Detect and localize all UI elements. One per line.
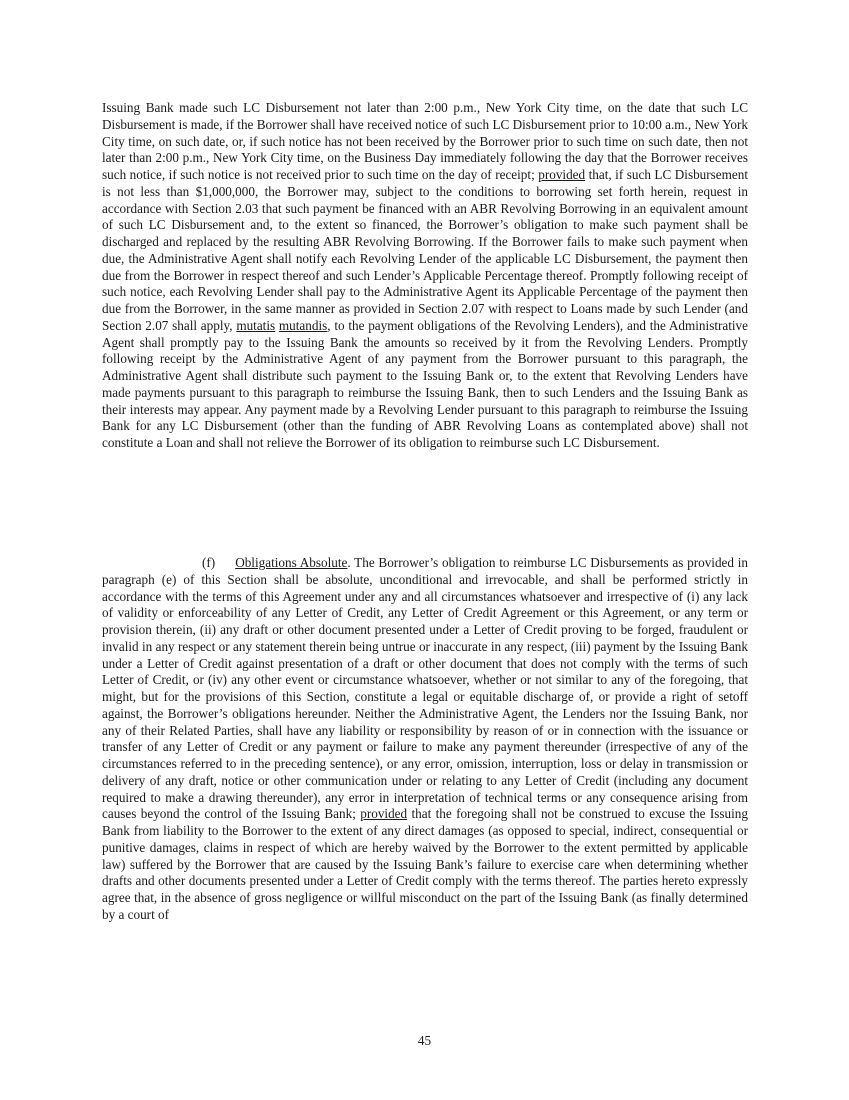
- mutatis-term: mutatis: [236, 317, 276, 333]
- paragraph-e-part2: that, if such LC Disbursement is not less than $1,000,000, the Borrower may, subject to the conditions to borrowing set forth herein, request in accordance with Section 2.03 that such payment be financed with an ABR Revolving Borrowing in an equivalent amount of such LC Disbursement and, to the extent so financed, the Borrower’s obligation to make such payment shall be discharged and replaced by the resulting ABR Revolving Borrowing. If the Borrower fails to make such payment when due, the Administrative Agent shall notify each Revolving Lender of the applicable LC Disbursement, the payment then due from the Borrower in respect thereof and such Lender’s Applicable Percentage thereof. Promptly following receipt of such notice, each Revolving Lender shall pay to the Administrative Agent its Applicable Percentage of the payment then due from the Borrower, in the same manner as provided in Section 2.07 with respect to Loans made by such Lender (and Section 2.07 shall apply,: [102, 167, 749, 333]
- paragraph-f-number: (f): [202, 555, 216, 570]
- paragraph-e-continuation: [102, 100, 748, 452]
- paragraph-f-part2: that the foregoing shall not be construed to excuse the Issuing Bank from liability to the Borrower to the extent of any direct damages (as opposed to special, indirect, consequential or punitive damages, claims in respect of which are hereby waived by the Borrower to the extent permitted by applicable law) suffered by the Borrower that are caused by the Issuing Bank’s failure to exercise care when determining whether drafts and other documents presented under a Letter of Credit comply with the terms thereof. The parties hereto expressly agree that, in the absence of gross negligence or willful misconduct on the part of the Issuing Bank (as finally determined by a court of: [102, 806, 748, 922]
- mutandis-term: mutandis: [278, 317, 328, 333]
- paragraph-e-text: [102, 100, 748, 452]
- paragraph-e-part1: Issuing Bank made such LC Disbursement not later than 2:00 p.m., New York City time, on the date that such LC Disbursement is made, if the Borrower shall have received notice of such LC Disbursement prior to 10:00 a.m., New York City time, on such date, or, if such notice has not been received by the Borrower prior to such time on such date, then not later than 2:00 p.m., New York City time, on the Business Day immediately following the day that the Borrower receives such notice, if such notice is not received prior to such time on the day of receipt;: [102, 100, 748, 182]
- paragraph-e-part3: , to the payment obligations of the Revolving Lenders), and the Administrative Agent shall promptly pay to the Issuing Bank the amounts so received by it from the Revolving Lenders. Promptly following receipt by the Administrative Agent of any payment from the Borrower pursuant to this paragraph, the Administrative Agent shall distribute such payment to the Issuing Bank or, to the extent that Revolving Lenders have made payments pursuant to this paragraph to reimburse the Issuing Bank, then to such Lenders and the Issuing Bank as their interests may appear. Any payment made by a Revolving Lender pursuant to this paragraph to reimburse the Issuing Bank for any LC Disbursement (other than the funding of ABR Revolving Loans as contemplated above) shall not constitute a Loan and shall not relieve the Borrower of its obligation to reimburse such LC Disbursement.: [102, 317, 749, 450]
- provided-term-f: provided: [360, 806, 408, 822]
- page-number: 45: [417, 1033, 432, 1048]
- provided-term: provided: [538, 167, 586, 182]
- heading-period: .: [347, 555, 351, 570]
- paragraph-f-text: [102, 555, 748, 924]
- paragraph-f: [102, 555, 748, 924]
- paragraph-f-heading: Obligations Absolute: [235, 555, 348, 570]
- paragraph-f-part1: The Borrower’s obligation to reimburse LC Disbursements as provided in paragraph (e) of this Section shall be absolute, unconditional and irrevocable, and shall be performed strictly in accordance with the terms of this Agreement under any and all circumstances whatsoever and irrespective of (i) any lack of validity or enforceability of any Letter of Credit, any Letter of Credit Agreement or this Agreement, or any term or provision therein, (ii) any draft or other document presented under a Letter of Credit proving to be forged, fraudulent or invalid in any respect or any statement therein being untrue or inaccurate in any respect, (iii) payment by the Issuing Bank under a Letter of Credit against presentation of a draft or other document that does not comply with the terms of such Letter of Credit, or (iv) any other event or circumstance whatsoever, whether or not similar to any of the foregoing, that might, but for the provisions of this Section, constitute a legal or equitable discharge of, or provide a right of setoff against, the Borrower’s obligations hereunder. Neither the Administrative Agent, the Lenders nor the Issuing Bank, nor any of their Related Parties, shall have any liability or responsibility by reason of or in connection with the issuance or transfer of any Letter of Credit or any payment or failure to make any payment thereunder (irrespective of any of the circumstances referred to in the preceding sentence), or any error, omission, interruption, loss or delay in transmission or delivery of any draft, notice or other communication under or relating to any Letter of Credit (including any document required to make a drawing thereunder), any error in interpretation of technical terms or any consequence arising from causes beyond the control of the Issuing Bank;: [102, 555, 749, 822]
